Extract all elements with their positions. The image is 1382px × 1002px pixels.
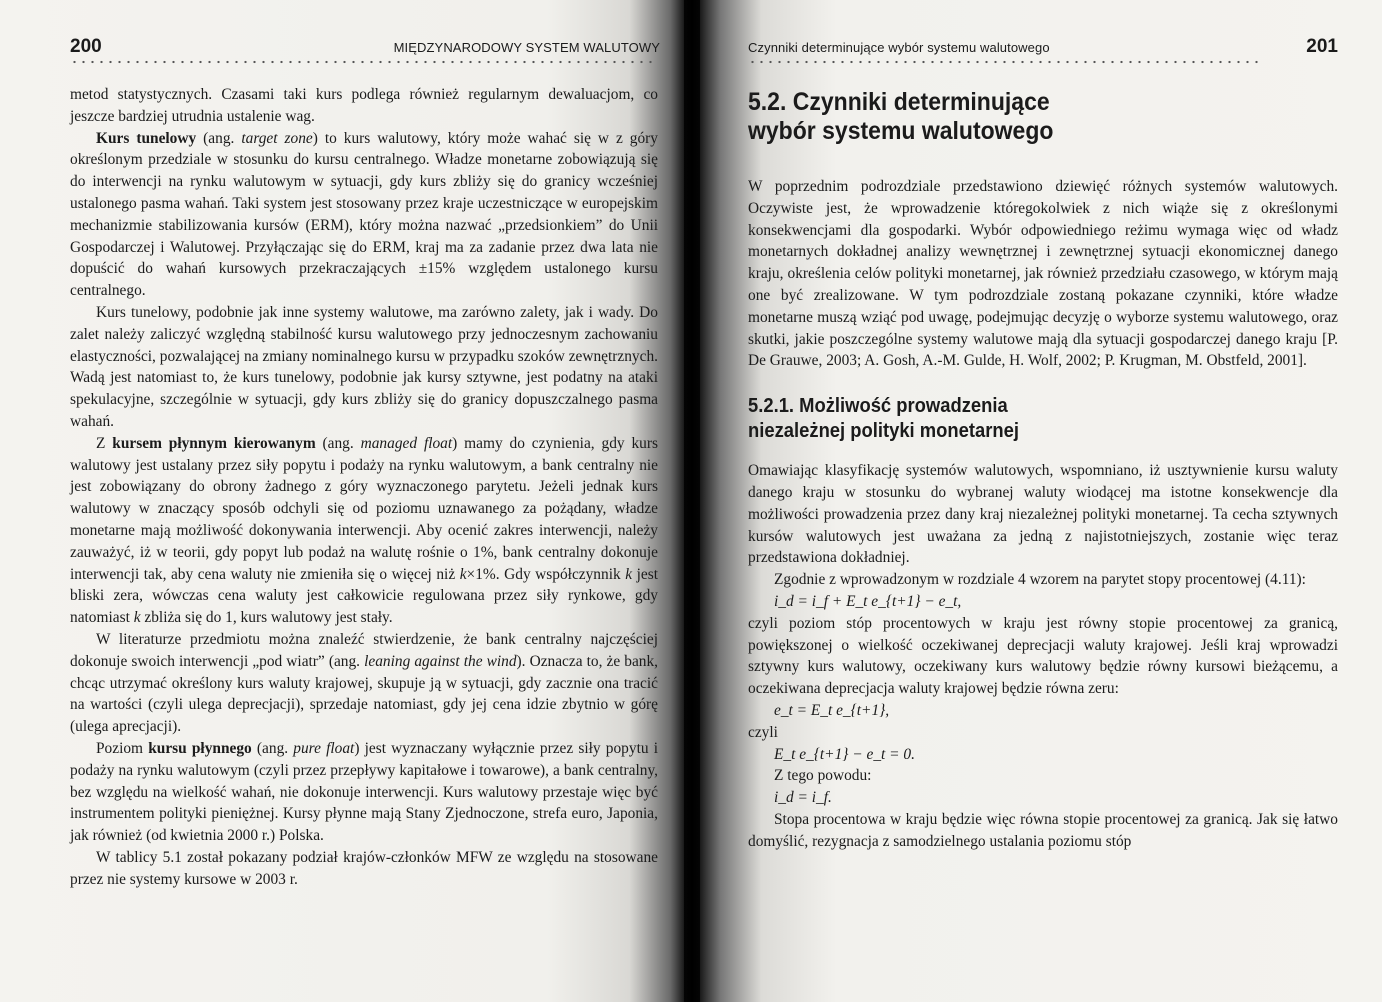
text-segment: pure float xyxy=(293,739,355,757)
text-segment: k xyxy=(459,565,467,583)
right-body-text xyxy=(748,176,1338,853)
text-segment: target zone xyxy=(241,129,313,147)
equation-2: e_t = E_t e_{t+1}, xyxy=(774,701,890,719)
right-page xyxy=(700,0,1382,1002)
section-heading xyxy=(748,88,1263,146)
text-segment: zbliża się do 1, kurs walutowy jest stały. xyxy=(140,609,393,627)
subsection-heading-line-1: 5.2.1. Możliwość prowadzenia xyxy=(748,395,1008,418)
subsection-heading-line-2: niezależnej polityki monetarnej xyxy=(748,420,1019,443)
section-heading-line-1: 5.2. Czynniki determinujące xyxy=(748,88,1050,116)
paragraph-p7 xyxy=(70,847,658,891)
text-segment: kursu płynnego xyxy=(148,739,252,757)
equation-3: E_t e_{t+1} − e_t = 0. xyxy=(774,745,915,763)
page-number-right: 201 xyxy=(1306,36,1338,57)
text-segment: metod statystycznych. Czasami taki kurs podlega również regularnym dewaluacjom, co jeszcze bardziej utrudnia ustalenie wag. xyxy=(70,86,658,125)
text-segment: Poziom xyxy=(96,739,149,757)
text-segment: Z xyxy=(96,434,113,452)
text-segment: (ang. xyxy=(315,434,361,452)
sub-paragraph-2: Zgodnie z wprowadzonym w rozdziale 4 wzorem na parytet stopy procentowej (4.11): xyxy=(774,571,1306,589)
section-heading-line-2: wybór systemu walutowego xyxy=(748,117,1054,145)
right-running-head xyxy=(748,36,1338,58)
text-segment: ) to kurs walutowy, który może wahać się w z góry określonym przedziale w stosunku do kursu centralnego. Władze monetarne zobowiązują się do interwencji na rynku walutowym w sytuacji, gdy kurs zbliży się do granicy wcześniej ustalonego pasma wahań. Taki system jest stosowany przez kraje uczestniczące w europejskim mechanizmie stabilizowania kursów (ERM), który można nazwać „przedsionkiem” do Unii Gospodarczej i Walutowej. Przyłączając się do ERM, kraj ma za zadanie przez dwa lata nie dopuścić do wahań kursowych przekraczających ±15% względem ustalonego kursu centralnego. xyxy=(70,129,659,300)
czyli-label: czyli xyxy=(748,723,778,741)
book-gutter xyxy=(684,0,700,1002)
z-tego-powodu: Z tego powodu: xyxy=(774,767,872,785)
running-title-right: Czynniki determinujące wybór systemu walutowego xyxy=(748,40,1050,55)
text-segment: ×1%. Gdy współczynnik xyxy=(466,565,626,583)
text-segment: jest bliski zera, wówczas cena waluty jest całkowicie regulowana przez siły rynkowe, gdy natomiast xyxy=(70,565,658,627)
dotted-rule-right xyxy=(748,60,1258,64)
text-segment: ) mamy do czynienia, gdy kurs walutowy jest ustalany przez siły popytu i podaży na rynku walutowym, a bank centralny nie jest zobowiązany do obrony żadnego z góry wyznaczonego parytetu. Jeżeli jednak kurs walutowy w znaczący sposób odchyli się od poziomu uznawanego za pożądany, władze monetarne mają możliwość dokonywania interwencji. Aby ocenić zakres interwencji, należy zauważyć, iż w teorii, gdy popyt lub podaż na walutę rośnie o 1%, bank centralny dokonuje interwencji tak, aby cena waluty nie zmieniła się o więcej niż xyxy=(70,434,658,583)
text-segment: (ang. xyxy=(196,129,242,147)
running-title-left: MIĘDZYNARODOWY SYSTEM WALUTOWY xyxy=(393,40,660,55)
text-segment: k xyxy=(133,609,141,627)
text-segment: leaning against the wind xyxy=(364,652,517,670)
left-page xyxy=(0,0,684,1002)
sub-paragraph-1: Omawiając klasyfikację systemów walutowych, wspomniano, iż usztywnienie kursu waluty danego kraju w stosunku do wybranej waluty wiodącej ma istotne konsekwencje dla możliwości prowadzenia przez dany kraj niezależnej polityki monetarnej. Ta cecha sztywnych kursów walutowych jest uważana za jedną z najistotniejszych, zostanie więc teraz przedstawiona dokładniej. xyxy=(748,462,1338,567)
left-running-head xyxy=(70,36,660,58)
page-number-left: 200 xyxy=(70,36,102,57)
closing-paragraph: Stopa procentowa w kraju będzie więc równa stopie procentowej za granicą. Jak się łatwo domyślić, rezygnacja z samodzielnego ustalania poziomu stóp xyxy=(748,810,1338,850)
after-equation-1: czyli poziom stóp procentowych w kraju jest równy stopie procentowej za granicą, powiększonej o wielkość oczekiwanej deprecjacji waluty krajowej. Jeśli kraj wprowadzi sztywny kurs walutowy, oczekiwany kurs walutowy będzie równy kursowi bieżącemu, a oczekiwana deprecjacja waluty krajowej będzie równa zeru: xyxy=(748,614,1338,698)
paragraph-p2 xyxy=(70,128,658,302)
text-segment: W tablicy 5.1 został pokazany podział krajów-członków MFW ze względu na stosowane przez nie systemy kursowe w 2003 r. xyxy=(70,848,658,888)
subsection-heading xyxy=(748,394,1291,444)
text-segment: k xyxy=(625,565,633,583)
dotted-rule-left xyxy=(70,60,658,64)
paragraph-p5 xyxy=(70,629,658,738)
text-segment: ). Oznacza to, że bank, chcąc utrzymać określony kurs waluty krajowej, skupuje ją w sytuacji, gdy zacznie ona tracić na wartości (czyli ulega deprecjacji), sprzedaje natomiast, gdy jej cena idzie zbytnio w górę (ulega aprecjacji). xyxy=(70,652,659,736)
text-segment: managed float xyxy=(360,434,453,452)
equation-1: i_d = i_f + E_t e_{t+1} − e_t, xyxy=(774,592,962,610)
intro-paragraph: W poprzednim podrozdziale przedstawiono dziewięć różnych systemów walutowych. Oczywiste jest, że wprowadzenie któregokolwiek z nich wiąże się z określonymi konsekwencjami dla gospodarki. Wybór odpowiedniego reżimu wymaga więc od władz monetarnych dokładnej analizy wewnętrznej i zewnętrznej sytuacji ekonomicznej danego kraju, określenia celów polityki monetarnej, jak również przedziału czasowego, w którym mają one być zrealizowane. W tym podrozdziale zostaną pokazane czynniki, które władze monetarne muszą wziąć pod uwagę, podejmując decyzję o wyborze systemu walutowego, oraz skutki, jakie poszczególne systemy walutowe mają dla sytuacji gospodarczej danego kraju [P. De Grauwe, 2003; A. Gosh, A.-M. Gulde, H. Wolf, 2002; P. Krugman, M. Obstfeld, 2001]. xyxy=(748,178,1338,370)
text-segment: ) jest wyznaczany wyłącznie przez siły popytu i podaży na rynku walutowym (czyli przez przepływy kapitałowe i towarowe), a bank centralny, bez względu na wielkość wahań, nie dokonuje interwencji. Kurs walutowy przestaje więc być instrumentem polityki pieniężnej. Kursy płynne mają Stany Zjednoczone, strefa euro, Japonia, jak również (od kwietnia 2000 r.) Polska. xyxy=(70,739,658,845)
text-segment: kursem płynnym kierowanym xyxy=(112,434,316,452)
equation-4: i_d = i_f. xyxy=(774,789,832,807)
text-segment: Kurs tunelowy, podobnie jak inne systemy walutowe, ma zarówno zalety, jak i wady. Do zalet należy zaliczyć względną stabilność kursu walutowego przy jednoczesnym zachowaniu elastyczności, pozwalającej na zmiany nominalnego kursu w przypadku szoków zewnętrznych. Wadą jest natomiast to, że kurs tunelowy, podobnie jak kursy sztywne, jest podatny na ataki spekulacyjne, szczególnie w sytuacji, gdy kurs zbliży się do granicy dopuszczalnego pasma wahań. xyxy=(70,303,658,430)
text-segment: (ang. xyxy=(251,739,294,757)
text-segment: W literaturze przedmiotu można znaleźć stwierdzenie, że bank centralny najczęściej dokonuje swoich interwencji „pod wiatr” (ang. xyxy=(70,630,658,670)
left-body-text xyxy=(70,84,658,890)
paragraph-p6 xyxy=(70,738,658,847)
paragraph-p3 xyxy=(70,302,658,433)
paragraph-p4 xyxy=(70,433,658,629)
paragraph-p1 xyxy=(70,84,658,128)
text-segment: Kurs tunelowy xyxy=(96,129,197,147)
